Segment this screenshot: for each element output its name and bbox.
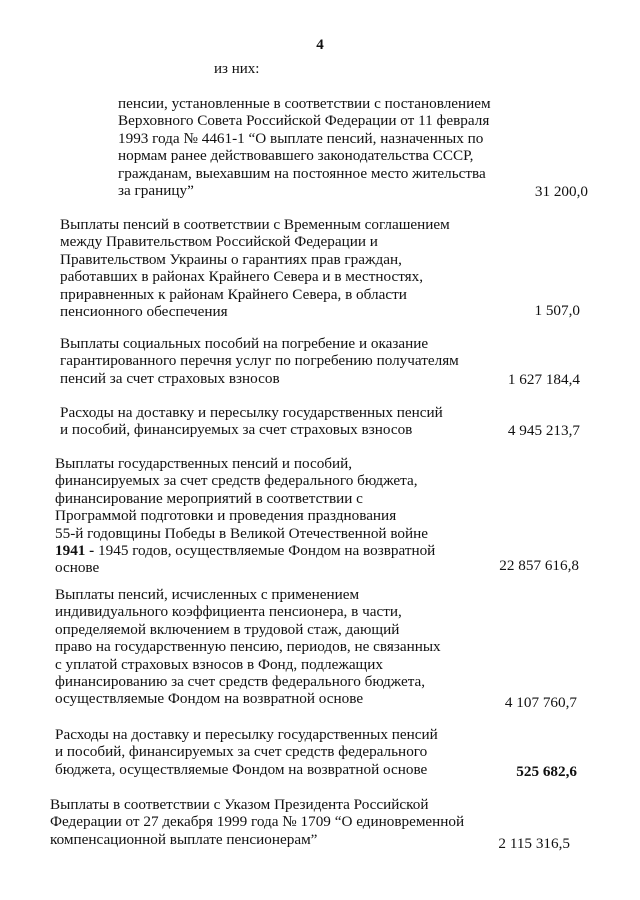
entry-amount: 1 627 184,4: [507, 371, 580, 388]
page-number: 4: [316, 37, 324, 53]
entry-amount: 1 507,0: [534, 302, 580, 319]
entry-line: Программой подготовки и проведения празднования: [55, 507, 397, 525]
entry-amount: 4 945 213,7: [507, 422, 580, 439]
entry-line: финансирование мероприятий в соответствии с: [55, 489, 363, 507]
entry-description: Выплаты в соответствии с Указом Президента Российской Федерации от 27 декабря 1999 года № 1709 “О единовременной компенсационной выплате пенсионерам”: [50, 796, 465, 848]
entry-description: Выплаты пенсий, исчисленных с применением индивидуального коэффициента пенсионера, в части, определяемой включением в трудовой стаж, дающий право на государственную пенсию, периодов, не связанных с уплатой страховых взносов в Фонд, подлежащих финансированию за счет средств федерального бюджета, осуществляемые Фондом на возвратной основе: [55, 586, 441, 708]
entry-amount: 31 200,0: [534, 183, 588, 200]
budget-entry: [60, 335, 580, 391]
entry-description: Выплаты социальных пособий на погребение и оказание гарантированного перечня услуг по погребению получателям пенсий за счет страховых взносов: [60, 335, 459, 387]
budget-entry: [60, 404, 580, 444]
budget-entry: [50, 796, 570, 856]
subheading: из них:: [214, 61, 260, 77]
entry-amount: 4 107 760,7: [504, 694, 577, 711]
year-bold: 1941 -: [55, 542, 95, 560]
entry-line: Выплаты государственных пенсий и пособий,: [55, 455, 353, 472]
budget-entry: [55, 726, 577, 782]
entry-description: пенсии, установленные в соответствии с постановлением Верховного Совета Российской Федерации от 11 февраля 1993 года № 4461-1 “О выплате пенсий, назначенных по нормам ранее действовавшего законодательства СССР, гражданам, выехавшим на постоянное место жительства за границу”: [118, 95, 491, 200]
entry-description: Выплаты пенсий в соответствии с Временным соглашением между Правительством Российской Федерации и Правительством Украины о гарантиях прав граждан, работавших в районах Крайнего Севера и в местностях, приравненных к районам Крайнего Севера, в области пенсионного обеспечения: [60, 216, 450, 321]
entry-line: основе: [55, 559, 100, 577]
budget-entry: [118, 95, 588, 205]
budget-entry: [60, 216, 580, 326]
entry-amount: 2 115 316,5: [498, 835, 570, 852]
budget-entry: [55, 586, 577, 716]
entry-description: Расходы на доставку и пересылку государственных пенсий и пособий, финансируемых за счет средств федерального бюджета, осуществляемые Фондом на возвратной основе: [55, 726, 438, 778]
entry-amount: 525 682,6: [516, 763, 577, 780]
entry-amount: 22 857 616,8: [499, 557, 579, 574]
entry-description: [55, 455, 435, 577]
entry-line: финансируемых за счет средств федерального бюджета,: [55, 472, 418, 490]
entry-line: 55-й годовщины Победы в Великой Отечественной войне: [55, 524, 429, 542]
budget-entry: [55, 455, 579, 575]
entry-line: 1945 годов, осуществляемые Фондом на возвратной: [94, 542, 436, 560]
entry-description: Расходы на доставку и пересылку государственных пенсий и пособий, финансируемых за счет страховых взносов: [60, 404, 443, 439]
